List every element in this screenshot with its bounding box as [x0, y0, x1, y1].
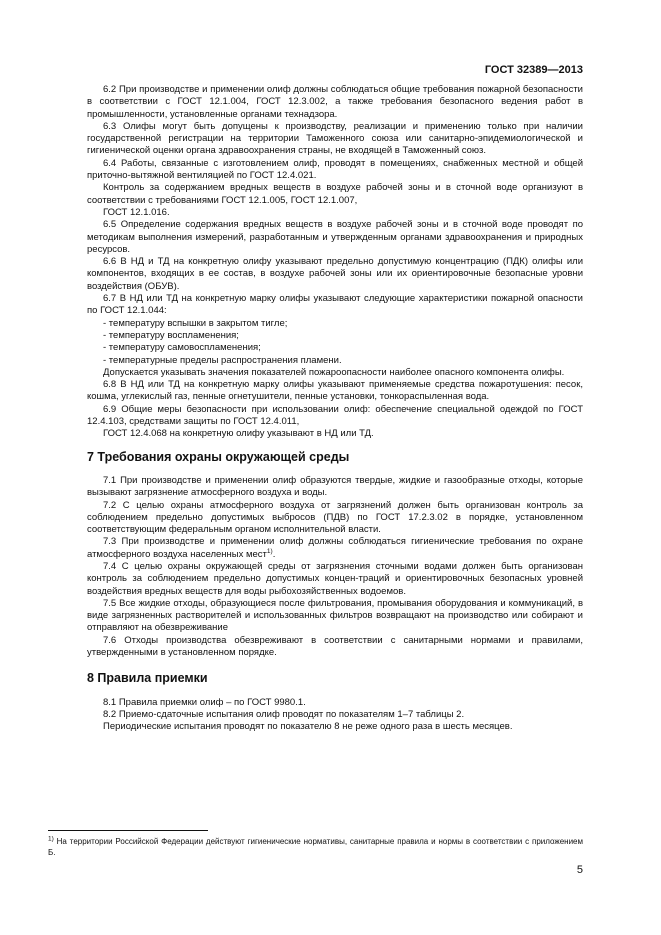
list-item: - температуру воспламенения; — [103, 329, 239, 341]
paragraph-7-3 — [87, 536, 583, 561]
paragraph-6-4-control: Контроль за содержанием вредных веществ в воздухе рабочей зоны и в сточной воде организуют в соответствии с требованиями ГОСТ 12.1.005, ГОСТ 12.1.007, — [87, 182, 583, 206]
paragraph-7-6: 7.6 Отходы производства обезвреживают в соответствии с санитарными нормами и правилами, утвержденными в установленном порядке. — [87, 634, 583, 659]
paragraph-7-1: 7.1 При производстве и применении олиф образуются твердые, жидкие и газообразные отходы, которые вызывают загрязнение атмосферного воздуха и воды. — [87, 474, 583, 499]
paragraph-8-1: 8.1 Правила приемки олиф – по ГОСТ 9980.1. — [103, 696, 306, 708]
footnote-separator — [48, 830, 208, 831]
paragraph-7-2: 7.2 С целью охраны атмосферного воздуха от загрязнений должен быть организован контроль за соблюдением предельно допустимых выбросов (ПДВ) по ГОСТ 17.2.3.02 в порядке, установленном соответствующим федеральным органом исполнительной власти. — [87, 499, 583, 536]
list-item: - температуру самовоспламенения; — [103, 342, 261, 354]
section-7-heading: 7 Требования охраны окружающей среды — [87, 449, 350, 464]
paragraph-6-9: 6.9 Общие меры безопасности при использовании олиф: обеспечение специальной одеждой по ГОСТ 12.4.103, средствами защиты по ГОСТ 12.4.011, — [87, 403, 583, 428]
paragraph-8-2-periodic: Периодические испытания проводят по показателю 8 не реже одного раза в шесть месяцев. — [103, 721, 513, 733]
paragraph-6-4: 6.4 Работы, связанные с изготовлением олиф, проводят в помещениях, снабженных местной и общей приточно-вытяжной вентиляцией по ГОСТ 12.4.021. — [87, 157, 583, 182]
paragraph-6-6: 6.6 В НД и ТД на конкретную олифу указывают предельно допустимую концентрацию (ПДК) олифы или компонентов, входящих в ее состав, в воздухе рабочей зоны или их ориентировочные безопасные уровни воздействия (ОБУВ). — [87, 256, 583, 292]
paragraph-6-7-note: Допускается указывать значения показателей пожароопасности наиболее опасного компонента олифы. — [103, 366, 565, 378]
footnote — [48, 836, 583, 858]
paragraph-7-3-period: . — [272, 548, 276, 560]
paragraph-6-2: 6.2 При производстве и применении олиф должны соблюдаться общие требования пожарной безопасности в соответствии с ГОСТ 12.1.004, ГОСТ 12.3.002, а также требования безопасного ведения работ в промышленности, установленные органами технадзора. — [87, 84, 583, 120]
page-number: 5 — [576, 864, 583, 876]
paragraph-6-7: 6.7 В НД или ТД на конкретную марку олифы указывают следующие характеристики пожарной опасности по ГОСТ 12.1.044: — [87, 293, 583, 317]
paragraph-8-2: 8.2 Приемо-сдаточные испытания олиф проводят по показателям 1–7 таблицы 2. — [103, 708, 465, 720]
standard-designation: ГОСТ 32389—2013 — [484, 64, 583, 76]
paragraph-7-3-text: 7.3 При производстве и применении олиф должны соблюдаться гигиенические требования по охране атмосферного воздуха населенных мест — [87, 536, 583, 560]
paragraph-6-3: 6.3 Олифы могут быть допущены к производству, реализации и применению только при наличии государственной регистрации на территории Таможенного союза или санитарно-эпидемиологической и гигиенической оценки органа здравоохранения страны, не входящей в Таможенный союз. — [87, 120, 583, 157]
paragraph-7-4: 7.4 С целью охраны окружающей среды от загрязнения сточными водами должен быть организован контроль за соблюдением предельно допустимых концен-траций и ориентировочных безопасных уровней воздействия вредных веществ для воды рыбохозяйственных водоемов. — [87, 560, 583, 597]
list-item: - температурные пределы распространения пламени. — [103, 354, 342, 366]
paragraph-6-9-end: ГОСТ 12.4.068 на конкретную олифу указывают в НД или ТД. — [103, 428, 374, 440]
list-item: - температуру вспышки в закрытом тигле; — [103, 317, 288, 329]
page-content — [87, 84, 583, 734]
footnote-reference[interactable]: 1) — [266, 547, 273, 555]
paragraph-6-5: 6.5 Определение содержания вредных веществ в воздухе рабочей зоны и в сточной воде проводят по методикам выполнения измерений, разработанным и утвержденным органами здравоохранения и природных ресурсов. — [87, 219, 583, 255]
paragraph-6-8: 6.8 В НД или ТД на конкретную марку олифы указывают применяемые средства пожаротушения: песок, кошма, углекислый газ, пенные огнетушители, пенные установки, тонкораспыленная вода. — [87, 379, 583, 403]
section-8-heading: 8 Правила приемки — [87, 671, 208, 686]
paragraph-7-5: 7.5 Все жидкие отходы, образующиеся после фильтрования, промывания оборудования и коммуникаций, в виде загрязненных растворителей и использованных фильтров возвращают на производство или собирают и отправляют на обезвреживание — [87, 597, 583, 634]
footnote-mark: 1) — [48, 835, 54, 843]
paragraph-6-4-control-end: ГОСТ 12.1.016. — [103, 206, 170, 218]
footnote-text: На территории Российской Федерации действуют гигиенические нормативы, санитарные правила и нормы в соответствии с приложением Б. — [48, 837, 583, 857]
